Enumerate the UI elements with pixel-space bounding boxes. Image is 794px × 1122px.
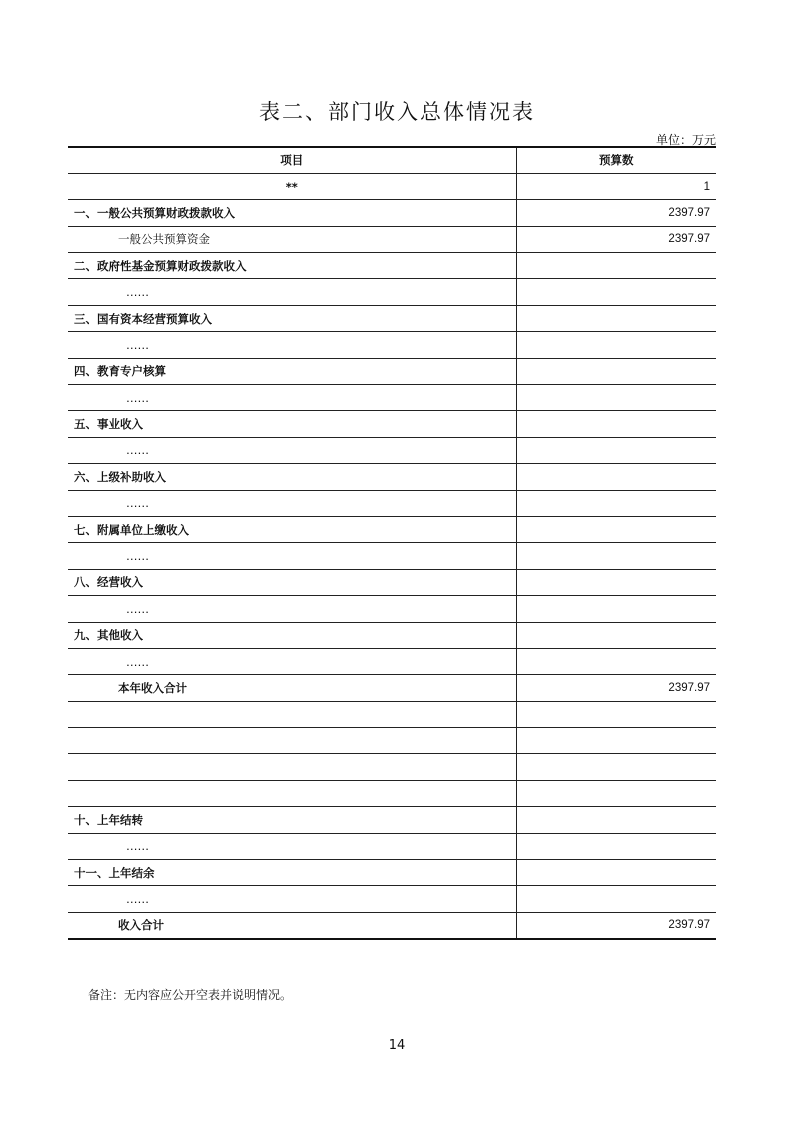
table-row — [68, 279, 716, 305]
row-label: 四、教育专户核算 — [68, 358, 516, 384]
row-label: …… — [68, 886, 516, 912]
table-row — [68, 358, 716, 384]
row-value: 2397.97 — [516, 912, 716, 938]
row-value — [516, 886, 716, 912]
row-value — [516, 358, 716, 384]
row-label: 十一、上年结余 — [68, 860, 516, 886]
table-row — [68, 569, 716, 595]
row-value — [516, 464, 716, 490]
row-value — [516, 305, 716, 331]
row-value — [516, 807, 716, 833]
table-row — [68, 226, 716, 252]
row-label: 一般公共预算资金 — [68, 226, 516, 252]
table-row — [68, 200, 716, 226]
row-value — [516, 833, 716, 859]
row-value — [516, 622, 716, 648]
header-budget: 预算数 — [516, 147, 716, 173]
unit-label: 单位：万元 — [655, 133, 716, 147]
income-table — [68, 146, 716, 940]
row-label: 二、政府性基金预算财政拨款收入 — [68, 253, 516, 279]
row-value — [516, 490, 716, 516]
header-item: 项目 — [68, 147, 516, 173]
row-value — [516, 543, 716, 569]
table-row — [68, 516, 716, 542]
table-row — [68, 754, 716, 780]
table-row — [68, 385, 716, 411]
code-item: ** — [68, 173, 516, 199]
row-label: …… — [68, 385, 516, 411]
row-label: 本年收入合计 — [68, 675, 516, 701]
row-label: …… — [68, 279, 516, 305]
table-row — [68, 437, 716, 463]
table-row — [68, 860, 716, 886]
table-row — [68, 305, 716, 331]
code-budget: 1 — [516, 173, 716, 199]
page-number: 14 — [388, 1038, 406, 1053]
row-label: 八、经营收入 — [68, 569, 516, 595]
row-value — [516, 728, 716, 754]
row-value — [516, 437, 716, 463]
row-value: 2397.97 — [516, 226, 716, 252]
row-label — [68, 701, 516, 727]
row-value — [516, 596, 716, 622]
table-row — [68, 622, 716, 648]
row-value — [516, 780, 716, 806]
row-value: 2397.97 — [516, 200, 716, 226]
table-row — [68, 833, 716, 859]
row-value — [516, 648, 716, 674]
table-row — [68, 411, 716, 437]
row-value — [516, 411, 716, 437]
row-value — [516, 701, 716, 727]
row-label: …… — [68, 490, 516, 516]
row-value — [516, 279, 716, 305]
header-row — [68, 147, 716, 173]
row-label: 三、国有资本经营预算收入 — [68, 305, 516, 331]
row-value — [516, 860, 716, 886]
row-label: …… — [68, 437, 516, 463]
row-value — [516, 332, 716, 358]
table-row — [68, 780, 716, 806]
row-label: 七、附属单位上缴收入 — [68, 516, 516, 542]
table-row — [68, 332, 716, 358]
table-row — [68, 701, 716, 727]
row-label — [68, 728, 516, 754]
row-label: 一、一般公共预算财政拨款收入 — [68, 200, 516, 226]
row-label — [68, 780, 516, 806]
table-row — [68, 464, 716, 490]
row-label: …… — [68, 543, 516, 569]
table-row — [68, 886, 716, 912]
row-value — [516, 385, 716, 411]
table-row — [68, 648, 716, 674]
row-label: …… — [68, 596, 516, 622]
row-label: 九、其他收入 — [68, 622, 516, 648]
table-row — [68, 543, 716, 569]
row-value: 2397.97 — [516, 675, 716, 701]
row-label: …… — [68, 648, 516, 674]
row-label: 五、事业收入 — [68, 411, 516, 437]
row-label: 十、上年结转 — [68, 807, 516, 833]
table-row — [68, 807, 716, 833]
table-row — [68, 912, 716, 938]
table-row — [68, 728, 716, 754]
row-value — [516, 754, 716, 780]
table-row — [68, 253, 716, 279]
code-row — [68, 173, 716, 199]
table-row — [68, 490, 716, 516]
row-value — [516, 253, 716, 279]
table-row — [68, 675, 716, 701]
row-label: …… — [68, 833, 516, 859]
row-label: 六、上级补助收入 — [68, 464, 516, 490]
row-value — [516, 569, 716, 595]
table-row — [68, 596, 716, 622]
row-value — [516, 516, 716, 542]
row-label: …… — [68, 332, 516, 358]
row-label: 收入合计 — [68, 912, 516, 938]
row-label — [68, 754, 516, 780]
footnote: 备注：无内容应公开空表并说明情况。 — [88, 988, 293, 1002]
page-title: 表二、部门收入总体情况表 — [259, 100, 535, 124]
